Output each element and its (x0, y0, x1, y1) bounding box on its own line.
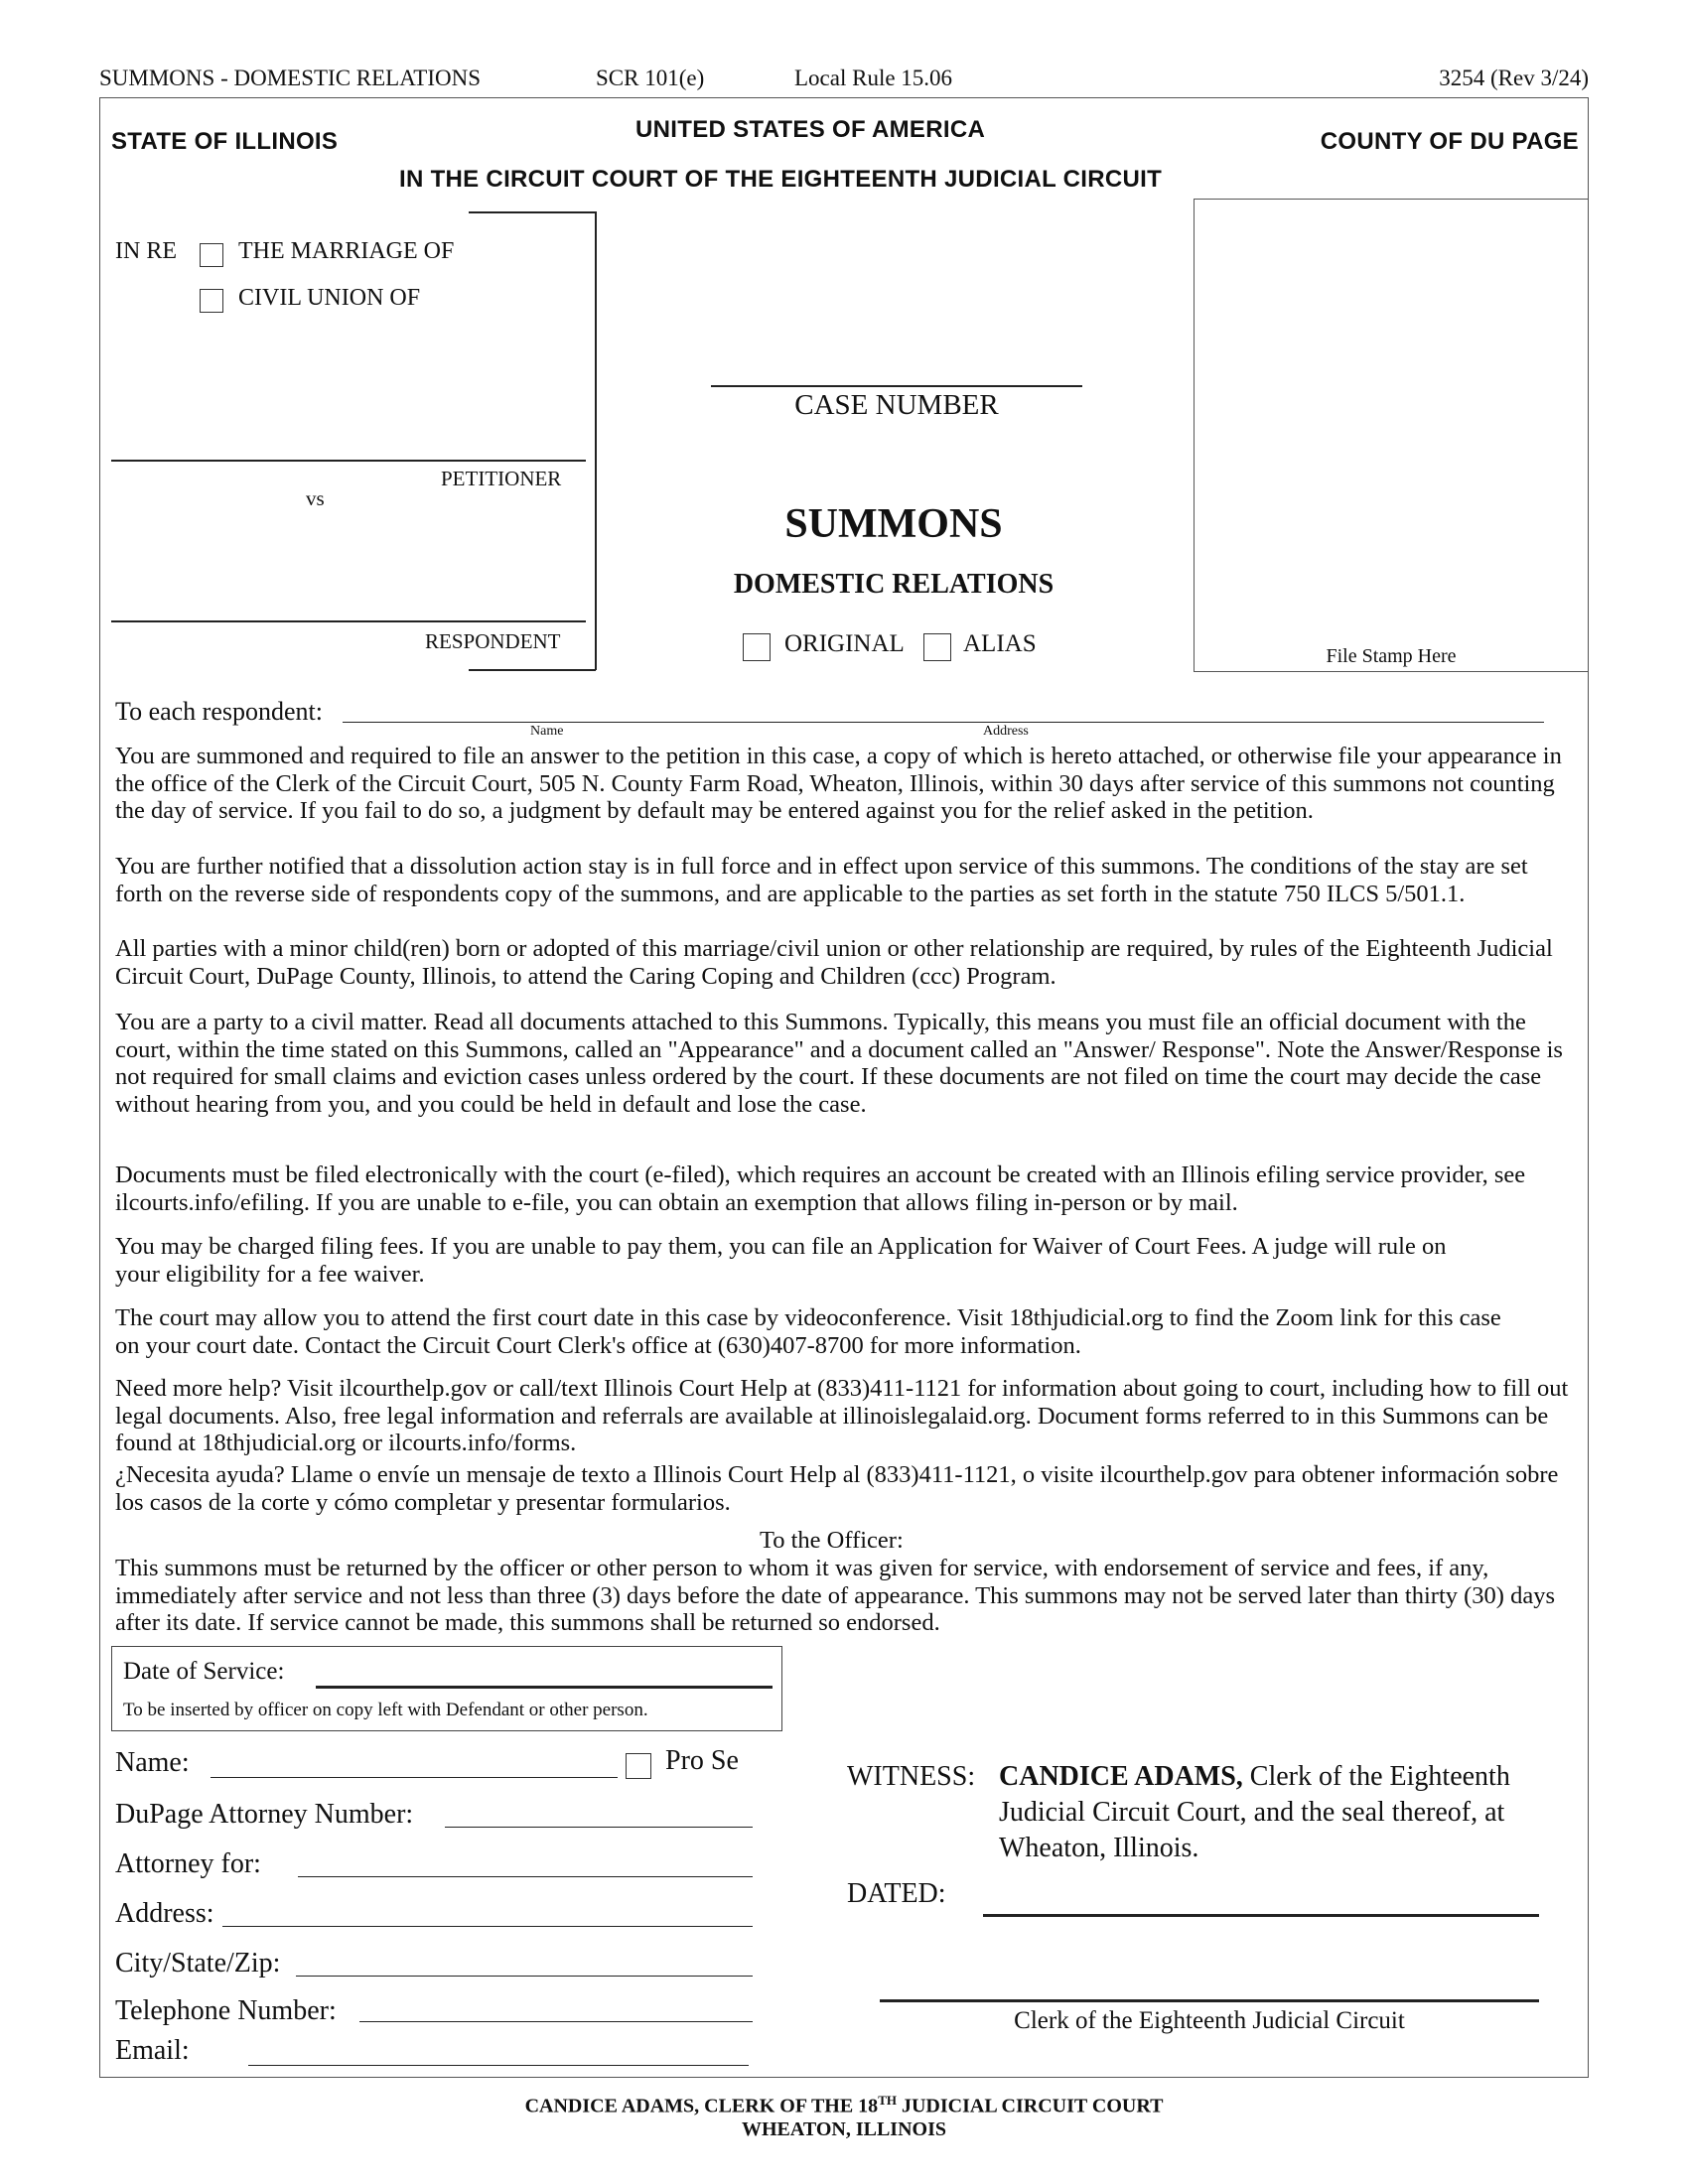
address-caption: Address (983, 724, 1029, 739)
clerk-signature-caption: Clerk of the Eighteenth Judicial Circuit (1014, 2007, 1405, 2034)
witness-line-3: Wheaton, Illinois. (999, 1833, 1199, 1863)
witness-line-1 (999, 1761, 1510, 1793)
respondent-address-line[interactable] (343, 722, 1544, 723)
telephone-label: Telephone Number: (115, 1995, 337, 2026)
petitioner-name-line[interactable] (111, 460, 586, 462)
city-state-zip-line[interactable] (296, 1976, 753, 1977)
clerk-name: CANDICE ADAMS, (999, 1761, 1243, 1792)
date-of-service-label: Date of Service: (123, 1658, 285, 1685)
alias-checkbox[interactable] (923, 633, 951, 661)
pro-se-checkbox[interactable] (626, 1753, 651, 1779)
footer-prefix: CANDICE ADAMS, CLERK OF THE 18 (524, 2095, 879, 2117)
form-number: 3254 (Rev 3/24) (1439, 66, 1589, 90)
vs-label: vs (306, 486, 325, 510)
dupage-attorney-number-line[interactable] (445, 1827, 753, 1828)
date-of-service-note: To be inserted by officer on copy left with Defendant or other person. (123, 1700, 648, 1720)
caption-bottom-line (469, 669, 596, 671)
dated-line[interactable] (983, 1914, 1539, 1917)
original-checkbox[interactable] (743, 633, 771, 661)
paragraph-more-help: Need more help? Visit ilcourthelp.gov or call/text Illinois Court Help at (833)411-1121 for information about going to court, including how to fill out legal documents. Also, free legal information and referrals are available at illinoislegalaid.org. Document forms referred to in this Summons can be found at 18thjudicial.org or ilcourts.info/forms. (115, 1375, 1569, 1457)
attorney-name-line[interactable] (211, 1777, 618, 1778)
rule-reference: SCR 101(e) (596, 66, 705, 90)
paragraph-filing-fees: You may be charged filing fees. If you are unable to pay them, you can file an Application for Waiver of Court Fees. A judge will rule on your eligibility for a fee waiver. (115, 1233, 1447, 1288)
witness-line-2: Judicial Circuit Court, and the seal thereof, at (999, 1797, 1505, 1828)
city-state-zip-label: City/State/Zip: (115, 1948, 281, 1979)
dupage-attorney-number-label: DuPage Attorney Number: (115, 1799, 414, 1830)
paragraph-videoconference: The court may allow you to attend the first court date in this case by videoconference. Visit 18thjudicial.org to find the Zoom link for this case on your court date. Contact the Circuit Court Clerk's office at (630)407-8700 for more information. (115, 1304, 1501, 1359)
caption-right-line (595, 211, 597, 670)
local-rule: Local Rule 15.06 (794, 66, 953, 90)
address-label: Address: (115, 1898, 214, 1929)
original-label: ORIGINAL (784, 630, 905, 657)
to-each-respondent-label: To each respondent: (115, 697, 323, 726)
paragraph-civil-matter: You are a party to a civil matter. Read all documents attached to this Summons. Typically, this means you must file an official document with the court, within the time stated on this Summons, called an "Appearance" and a document called an "Answer/ Response". Note the Answer/Response is not required for small claims and eviction cases unless ordered by the court. If these documents are not filed on time the court may decide the case without hearing from you, and you could be held in default and lose the case. (115, 1009, 1563, 1118)
attorney-for-line[interactable] (298, 1876, 753, 1877)
case-number-line[interactable] (711, 385, 1082, 387)
civil-union-checkbox[interactable] (200, 289, 223, 313)
attorney-name-label: Name: (115, 1747, 190, 1778)
officer-heading: To the Officer: (760, 1527, 904, 1554)
alias-label: ALIAS (963, 630, 1037, 657)
footer-location: WHEATON, ILLINOIS (742, 2118, 946, 2140)
paragraph-summoned: You are summoned and required to file an answer to the petition in this case, a copy of which is hereto attached, or otherwise file your appearance in the office of the Clerk of the Circuit Court, 505 N. County Farm Road, Wheaton, Illinois, within 30 days after service of this summons not counting the day of service. If you fail to do so, a judgment by default may be entered against you for the relief asked in the petition. (115, 743, 1562, 825)
caption-top-line (469, 211, 596, 213)
date-of-service-line[interactable] (316, 1686, 773, 1689)
clerk-signature-line[interactable] (880, 1999, 1539, 2002)
footer-superscript: TH (878, 2093, 897, 2108)
respondent-label: RESPONDENT (425, 629, 561, 653)
summons-subtitle: DOMESTIC RELATIONS (733, 569, 1055, 600)
address-line[interactable] (222, 1926, 753, 1927)
case-number-label: CASE NUMBER (794, 389, 999, 421)
telephone-line[interactable] (359, 2021, 753, 2022)
petitioner-label: PETITIONER (441, 467, 562, 490)
file-stamp-box (1194, 199, 1589, 672)
country-heading: UNITED STATES OF AMERICA (635, 116, 986, 143)
state-heading: STATE OF ILLINOIS (111, 128, 339, 155)
paragraph-efiling: Documents must be filed electronically with the court (e-filed), which requires an account be created with an Illinois efiling service provider, see ilcourts.info/efiling. If you are unable to e-file, you can obtain an exemption that allows filing in-person or by mail. (115, 1161, 1526, 1216)
witness-label: WITNESS: (847, 1761, 976, 1792)
footer-clerk-line (0, 2093, 1688, 2118)
file-stamp-label: File Stamp Here (1326, 645, 1457, 667)
civil-union-label: CIVIL UNION OF (238, 285, 421, 311)
email-line[interactable] (248, 2065, 749, 2066)
dated-label: DATED: (847, 1878, 946, 1909)
email-label: Email: (115, 2035, 190, 2066)
circuit-heading: IN THE CIRCUIT COURT OF THE EIGHTEENTH JUDICIAL CIRCUIT (399, 166, 1163, 193)
paragraph-ccc-program: All parties with a minor child(ren) born or adopted of this marriage/civil union or other relationship are required, by rules of the Eighteenth Judicial Circuit Court, DuPage County, Illinois, to attend the Caring Coping and Children (ccc) Program. (115, 935, 1553, 990)
county-heading: COUNTY OF DU PAGE (1320, 128, 1579, 155)
paragraph-spanish-help: ¿Necesita ayuda? Llame o envíe un mensaje de texto a Illinois Court Help al (833)411-1121, o visite ilcourthelp.gov para obtener información sobre los casos de la corte y cómo completar y presentar formularios. (115, 1461, 1559, 1516)
pro-se-label: Pro Se (665, 1745, 739, 1776)
marriage-label: THE MARRIAGE OF (238, 238, 455, 264)
in-re-label: IN RE (115, 238, 177, 264)
name-caption: Name (530, 724, 564, 739)
attorney-for-label: Attorney for: (115, 1848, 261, 1879)
paragraph-to-officer: This summons must be returned by the officer or other person to whom it was given for service, with endorsement of service and fees, if any, immediately after service and not less than three (3) days before the date of appearance. This summons may not be served later than thirty (30) days after its date. If service cannot be made, this summons shall be returned so endorsed. (115, 1555, 1555, 1637)
paragraph-stay-notice: You are further notified that a dissolution action stay is in full force and in effect upon service of this summons. The conditions of the stay are set forth on the reverse side of respondents copy of the summons, and are applicable to the parties as set forth in the statute 750 ILCS 5/501.1. (115, 853, 1528, 907)
summons-title: SUMMONS (784, 501, 1003, 547)
marriage-checkbox[interactable] (200, 243, 223, 267)
clerk-title: Clerk of the Eighteenth (1242, 1761, 1510, 1792)
footer-suffix: JUDICIAL CIRCUIT COURT (896, 2095, 1164, 2117)
form-title: SUMMONS - DOMESTIC RELATIONS (99, 66, 482, 90)
respondent-name-line[interactable] (111, 620, 586, 622)
